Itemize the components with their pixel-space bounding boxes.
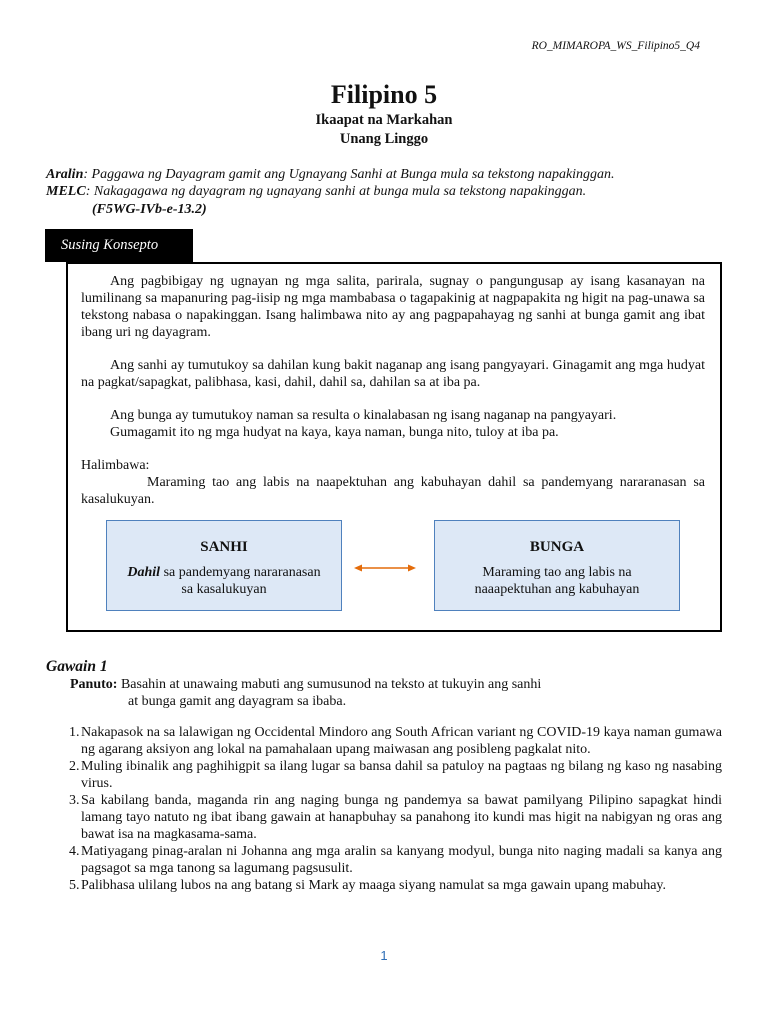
list-item (46, 843, 722, 877)
list-item (46, 792, 722, 843)
list-item (46, 877, 722, 894)
sanhi-text-rest: sa pandemyang nararanasan (160, 565, 321, 580)
item-number: 2. (69, 759, 80, 774)
list-item (46, 724, 722, 758)
sanhi-text (107, 564, 341, 581)
bunga-text-line2: naaapektuhan ang kabuhayan (474, 582, 640, 597)
sanhi-keyword: Dahil (127, 565, 161, 580)
item-number: 3. (69, 793, 80, 808)
sanhi-text-line2: sa kasalukuyan (181, 582, 267, 597)
item-text: Muling ibinalik ang paghihigpit sa ilang lugar sa bansa dahil sa patuloy na pagtaas ng bilang ng kaso ng nasabing virus. (81, 759, 722, 791)
item-text: Sa kabilang banda, maganda rin ang naging bunga ng pandemya sa bawat pamilyang Pilipino sapagkat hindi lamang tayo natuto ng ibat ibang gawain at hanapbuhay sa panahong ito kundi mas higit na nabigyan ng oras ang bawat isa na magkasama-sama. (81, 793, 722, 842)
item-text: Nakapasok na sa lalawigan ng Occidental Mindoro ang South African variant ng COVID-19 kaya naman gumawa ng agarang aksiyon ang lokal na pamahalaan upang maiwasan ang posibleng pagkalat nito. (81, 725, 722, 757)
activity-title: Gawain 1 (46, 658, 108, 675)
example-label: Halimbawa: (81, 458, 150, 473)
concept-paragraph-2: Ang sanhi ay tumutukoy sa dahilan kung bakit naganap ang isang pangyayari. Ginagamit ang mga hudyat na pagkat/sapagkat, palibhasa, kasi, dahil, dahil sa, dahilan sa at iba pa. (81, 358, 705, 390)
activity-items-list (46, 724, 722, 894)
concept-paragraph-1: Ang pagbibigay ng ugnayan ng mga salita, parirala, sugnay o pangungusap ay isang kasanayan na lumilinang sa mapanuring pag-iisip ng mga mambabasa o tagapakinig at nagpapakita ng higit na pag-unawa sa tekstong nabasa o napakinggan. Isang halimbawa nito ay ang pagpapahayag ng sanhi at bunga gamit ang ibat ibang uri ng dayagram. (81, 274, 705, 340)
aralin-line: Aralin: Paggawa ng Dayagram gamit ang Ugnayang Sanhi at Bunga mula sa tekstong napakinggan. (46, 167, 615, 182)
document-code: RO_MIMAROPA_WS_Filipino5_Q4 (531, 40, 700, 52)
example-text: Maraming tao ang labis na naapektuhan ang kabuhayan dahil sa pandemyang nararanasan sa kasalukuyan. (81, 475, 705, 507)
instructions-line2: at bunga gamit ang dayagram sa ibaba. (128, 694, 347, 709)
bunga-box (434, 520, 680, 611)
concept-paragraph-3 (81, 407, 705, 441)
list-item (46, 758, 722, 792)
page-number: 1 (380, 948, 388, 963)
bunga-title: BUNGA (529, 539, 585, 555)
aralin-text: Paggawa ng Dayagram gamit ang Ugnayang Sanhi at Bunga mula sa tekstong napakinggan. (88, 167, 615, 182)
quarter-subtitle: Ikaapat na Markahan (315, 112, 453, 128)
item-text: Palibhasa ulilang lubos na ang batang si Mark ay maaga siyang namulat sa mga gawain upang mabuhay. (81, 878, 666, 893)
bunga-text-line1: Maraming tao ang labis na (482, 565, 632, 580)
sanhi-box (106, 520, 342, 611)
concept-paragraph-3-line2: Gumagamit ito ng mga hudyat na kaya, kaya naman, bunga nito, tuloy at iba pa. (110, 425, 559, 440)
item-number: 1. (69, 725, 80, 740)
sanhi-title: SANHI (200, 539, 248, 555)
instructions-line1: Basahin at unawaing mabuti ang sumusunod na teksto at tukuyin ang sanhi (117, 677, 542, 692)
instructions-label: Panuto: (70, 677, 118, 692)
instructions (70, 676, 610, 710)
melc-code: (F5WG-IVb-e-13.2) (92, 202, 207, 217)
item-number: 5. (69, 878, 80, 893)
item-text: Matiyagang pinag-aralan ni Johanna ang mga aralin sa kanyang modyul, bunga nito naging madali sa kanya ang pagsagot sa mga tanong sa lagumang pagsusulit. (81, 844, 722, 876)
concept-paragraph-3-line1: Ang bunga ay tumutukoy naman sa resulta o kinalabasan ng isang naganap na pangyayari. (110, 408, 617, 423)
melc-text: Nakagagawa ng dayagram ng ugnayang sanhi at bunga mula sa tekstong napakinggan. (90, 184, 587, 199)
page-title: Filipino 5 (330, 80, 438, 109)
melc-label: MELC (46, 184, 86, 199)
susing-konsepto-tag: Susing Konsepto (45, 229, 193, 262)
melc-line: MELC: Nakagagawa ng dayagram ng ugnayang sanhi at bunga mula sa tekstong napakinggan. (46, 184, 587, 199)
double-arrow-icon (354, 560, 416, 576)
aralin-label: Aralin (46, 167, 84, 182)
item-number: 4. (69, 844, 80, 859)
week-subtitle: Unang Linggo (339, 131, 429, 147)
